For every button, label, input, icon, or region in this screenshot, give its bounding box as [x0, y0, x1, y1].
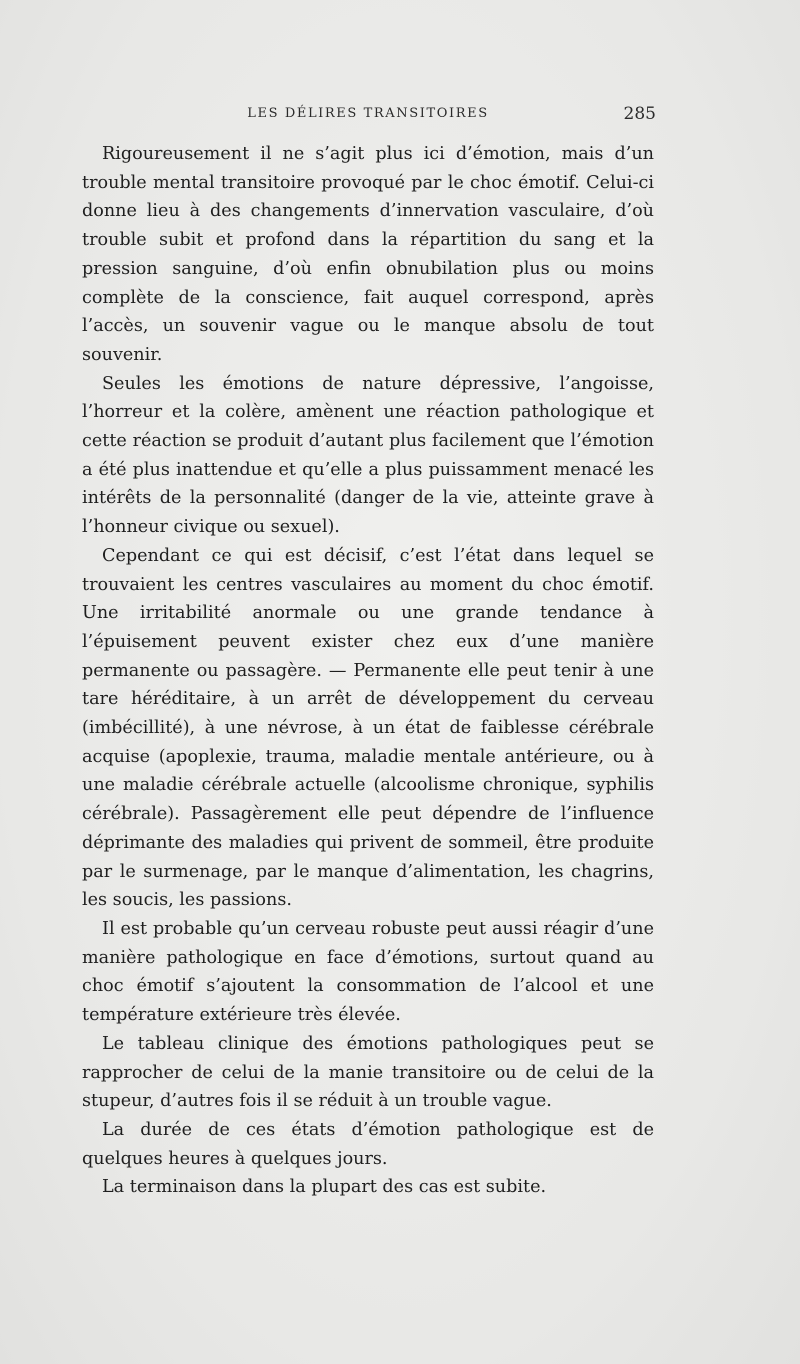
paragraph: Cependant ce qui est décisif, c’est l’état dans lequel se trouvaient les centres vasculaires au moment du choc émotif. Une irritabilité anormale ou une grande tendance à l’épuisement peuvent exister chez eux d’une manière permanente ou passagère. — Permanente elle peut tenir à une tare héréditaire, à un arrêt de développement du cerveau (imbécillité), à une névrose, à un état de faiblesse cérébrale acquise (apoplexie, trauma, maladie mentale antérieure, ou à une maladie cérébrale actuelle (alcoolisme chronique, syphilis cérébrale). Passagèrement elle peut dépendre de l’influence déprimante des maladies qui privent de sommeil, être produite par le surmenage, par le manque d’alimentation, les chagrins, les soucis, les passions.: [82, 545, 654, 911]
paragraph: La terminaison dans la plupart des cas est subite.: [102, 1177, 547, 1198]
body-text: [82, 140, 654, 1202]
paragraph: La durée de ces états d’émotion pathologique est de quelques heures à quelques jours.: [82, 1119, 654, 1169]
running-title: LES DÉLIRES TRANSITOIRES: [247, 106, 489, 121]
running-head: [82, 104, 654, 128]
paragraph: Il est probable qu’un cerveau robuste peut aussi réagir d’une manière pathologique en face d’émotions, surtout quand au choc émotif s’ajoutent la consommation de l’alcool et une température extérieure très élevée.: [82, 918, 654, 1026]
paragraph: Seules les émotions de nature dépressive, l’angoisse, l’horreur et la colère, amènent une réaction pathologique et cette réaction se produit d’autant plus facilement que l’émotion a été plus inattendue et qu’elle a plus puissamment menacé les intérêts de la personnalité (danger de la vie, atteinte grave à l’honneur civique ou sexuel).: [82, 373, 654, 538]
paragraph: Rigoureusement il ne s’agit plus ici d’émotion, mais d’un trouble mental transitoire provoqué par le choc émotif. Celui-ci donne lieu à des changements d’innervation vasculaire, d’où trouble subit et profond dans la répartition du sang et la pression sanguine, d’où enfin obnubilation plus ou moins complète de la conscience, fait auquel correspond, après l’accès, un souvenir vague ou le manque absolu de tout souvenir.: [82, 144, 654, 365]
page-number: 285: [623, 104, 656, 124]
paragraph: Le tableau clinique des émotions pathologiques peut se rapprocher de celui de la manie transitoire ou de celui de la stupeur, d’autres fois il se réduit à un trouble vague.: [82, 1033, 654, 1112]
